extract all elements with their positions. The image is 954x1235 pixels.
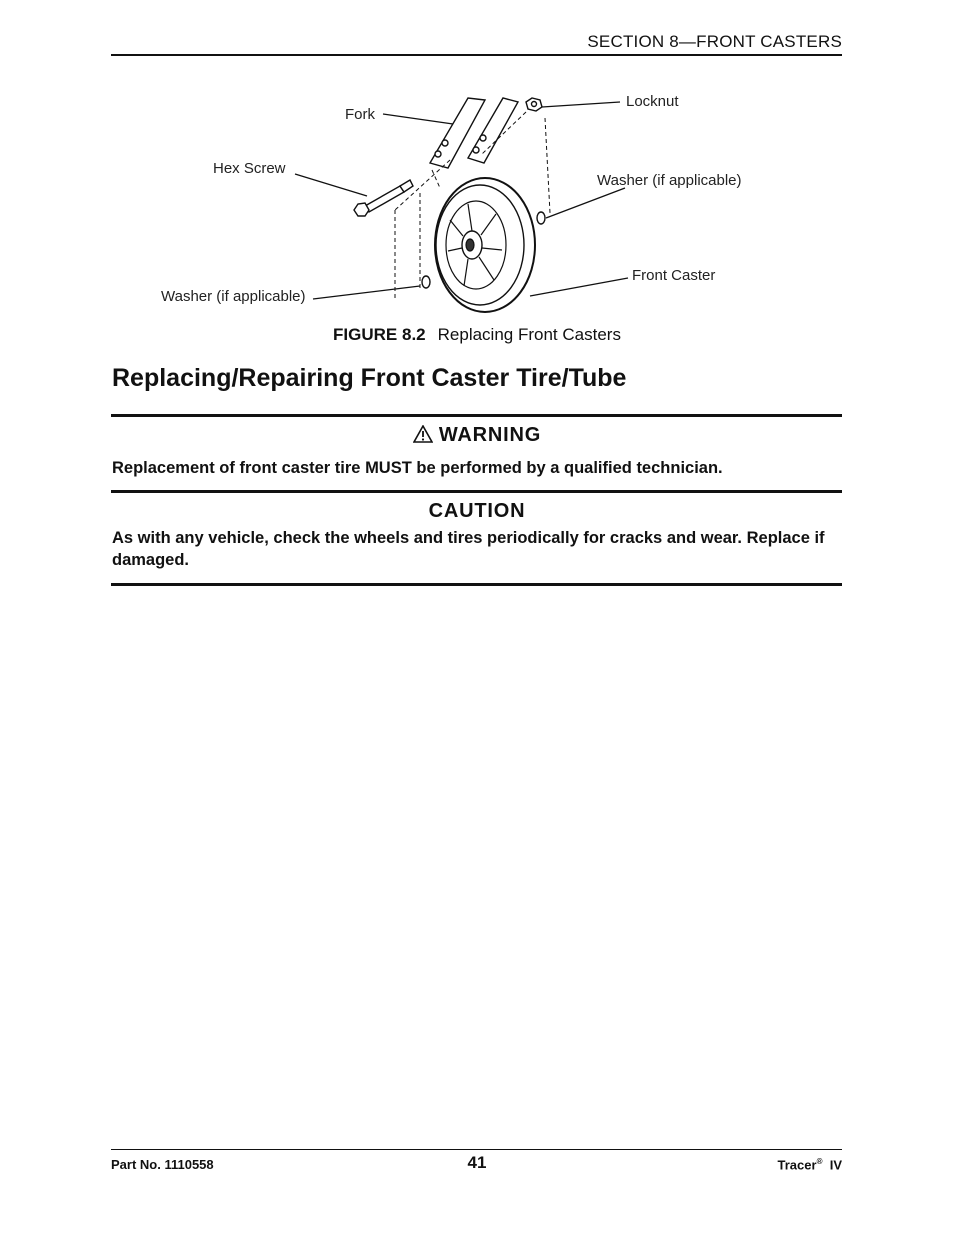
page-number: 41 xyxy=(467,1153,487,1172)
warning-top-rule xyxy=(111,414,842,417)
caution-title: CAUTION xyxy=(428,500,526,522)
callout-locknut: Locknut xyxy=(626,93,679,110)
caution-bottom-rule xyxy=(111,583,842,586)
warning-text: Replacement of front caster tire MUST be performed by a qualified technician. xyxy=(112,459,723,477)
callout-front-caster: Front Caster xyxy=(632,267,716,284)
front-caster-wheel-drawing xyxy=(435,178,535,312)
callout-fork: Fork xyxy=(345,106,375,123)
warning-title: WARNING xyxy=(438,424,542,446)
hex-screw-drawing xyxy=(354,180,413,216)
locknut-drawing xyxy=(526,98,542,111)
caution-text: As with any vehicle, check the wheels and tires periodically for cracks and wear. Replace if damaged. xyxy=(112,529,825,569)
section-title: SECTION 8—FRONT CASTERS xyxy=(587,32,842,51)
registered-mark: ® xyxy=(816,1157,823,1166)
caution-top-rule xyxy=(111,490,842,493)
washer-right-drawing xyxy=(537,212,545,224)
product-suffix: IV xyxy=(829,1157,842,1173)
footer-part-number: Part No. 1110558 xyxy=(111,1157,214,1172)
washer-left-drawing xyxy=(422,276,430,288)
callout-washer-right: Washer (if applicable) xyxy=(597,172,742,189)
figure-caption xyxy=(0,325,954,345)
caster-exploded-diagram xyxy=(150,88,770,313)
figure-caption-text: Replacing Front Casters xyxy=(437,325,621,344)
warning-triangle-icon xyxy=(413,425,433,449)
fork-drawing xyxy=(430,98,518,168)
warning-title-row xyxy=(0,424,954,449)
product-name: Tracer xyxy=(777,1157,817,1173)
callout-hex-screw: Hex Screw xyxy=(213,160,286,177)
header-rule xyxy=(111,54,842,56)
figure-number: FIGURE 8.2 xyxy=(333,325,426,344)
figure-replacing-front-casters xyxy=(150,88,770,313)
page-heading: Replacing/Repairing Front Caster Tire/Tube xyxy=(112,364,627,392)
callout-washer-left: Washer (if applicable) xyxy=(161,288,306,305)
footer-product xyxy=(778,1157,842,1172)
footer-rule xyxy=(111,1149,842,1150)
